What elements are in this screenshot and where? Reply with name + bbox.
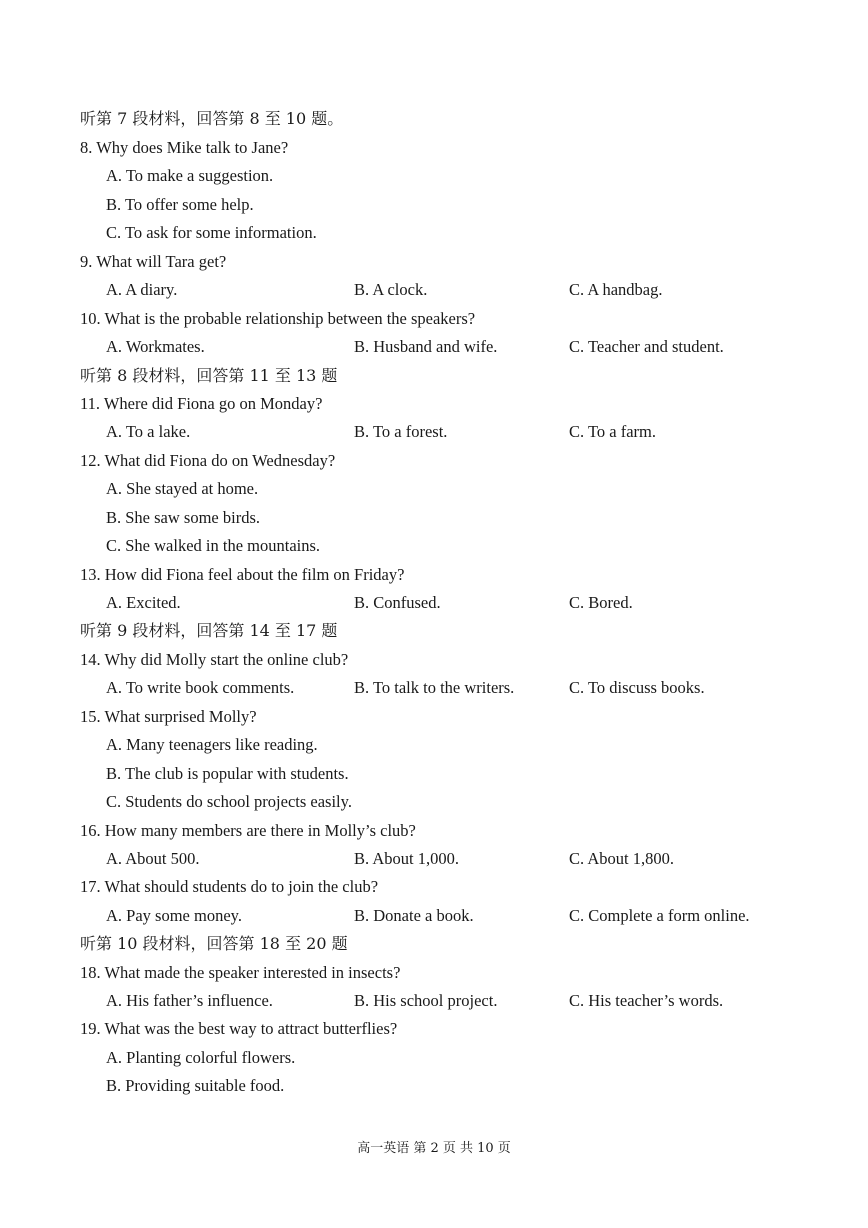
question-11-option-b: B. To a forest. bbox=[354, 422, 448, 441]
question-16-options bbox=[0, 845, 868, 873]
question-9-option-b: B. A clock. bbox=[354, 280, 428, 299]
question-17-options bbox=[0, 902, 868, 930]
section-heading-8: 听第 8 段材料，回答第 11 至 13 题 bbox=[80, 366, 338, 385]
question-15-option-a: A. Many teenagers like reading. bbox=[106, 735, 318, 754]
question-11: 11. Where did Fiona go on Monday? bbox=[80, 394, 323, 413]
question-12-option-b: B. She saw some birds. bbox=[106, 508, 260, 527]
section-heading-7: 听第 7 段材料，回答第 8 至 10 题。 bbox=[80, 109, 344, 128]
question-12-option-a: A. She stayed at home. bbox=[106, 479, 259, 498]
question-10-option-a: A. Workmates. bbox=[106, 337, 205, 356]
section-heading-10: 听第 10 段材料，回答第 18 至 20 题 bbox=[80, 934, 348, 953]
question-13-option-b: B. Confused. bbox=[354, 593, 441, 612]
question-10: 10. What is the probable relationship between the speakers? bbox=[80, 309, 476, 328]
question-8-option-a: A. To make a suggestion. bbox=[106, 166, 274, 185]
question-18-option-c: C. His teacher’s words. bbox=[569, 991, 724, 1010]
question-18-option-b: B. His school project. bbox=[354, 991, 498, 1010]
question-13-options bbox=[0, 589, 868, 617]
question-12-option-c: C. She walked in the mountains. bbox=[106, 536, 321, 555]
question-10-option-c: C. Teacher and student. bbox=[569, 337, 724, 356]
question-10-options bbox=[0, 333, 868, 361]
page-footer: 高一英语 第 2 页 共 10 页 bbox=[357, 1141, 511, 1156]
question-16-option-c: C. About 1,800. bbox=[569, 849, 674, 868]
question-16-option-a: A. About 500. bbox=[106, 849, 200, 868]
question-13-option-a: A. Excited. bbox=[106, 593, 181, 612]
question-15-option-c: C. Students do school projects easily. bbox=[106, 792, 352, 811]
question-19-option-a: A. Planting colorful flowers. bbox=[106, 1048, 296, 1067]
question-9-option-a: A. A diary. bbox=[106, 280, 178, 299]
question-18-option-a: A. His father’s influence. bbox=[106, 991, 273, 1010]
question-18-options bbox=[0, 987, 868, 1015]
question-9-option-c: C. A handbag. bbox=[569, 280, 663, 299]
question-14: 14. Why did Molly start the online club? bbox=[80, 650, 349, 669]
question-11-options bbox=[0, 418, 868, 446]
question-11-option-a: A. To a lake. bbox=[106, 422, 191, 441]
question-14-options bbox=[0, 674, 868, 702]
question-17-option-a: A. Pay some money. bbox=[106, 906, 242, 925]
question-9-options bbox=[0, 276, 868, 304]
question-8-option-c: C. To ask for some information. bbox=[106, 223, 317, 242]
question-16-option-b: B. About 1,000. bbox=[354, 849, 459, 868]
question-15: 15. What surprised Molly? bbox=[80, 707, 257, 726]
question-16: 16. How many members are there in Molly’s club? bbox=[80, 821, 416, 840]
question-17-option-b: B. Donate a book. bbox=[354, 906, 474, 925]
question-19-option-b: B. Providing suitable food. bbox=[106, 1076, 285, 1095]
question-8-option-b: B. To offer some help. bbox=[106, 195, 254, 214]
question-11-option-c: C. To a farm. bbox=[569, 422, 656, 441]
question-17-option-c: C. Complete a form online. bbox=[569, 906, 750, 925]
section-heading-9: 听第 9 段材料，回答第 14 至 17 题 bbox=[80, 621, 338, 640]
question-14-option-b: B. To talk to the writers. bbox=[354, 678, 515, 697]
question-18: 18. What made the speaker interested in insects? bbox=[80, 963, 401, 982]
question-19: 19. What was the best way to attract butterflies? bbox=[80, 1019, 398, 1038]
question-12: 12. What did Fiona do on Wednesday? bbox=[80, 451, 336, 470]
question-17: 17. What should students do to join the club? bbox=[80, 877, 379, 896]
question-14-option-c: C. To discuss books. bbox=[569, 678, 705, 697]
question-10-option-b: B. Husband and wife. bbox=[354, 337, 498, 356]
question-14-option-a: A. To write book comments. bbox=[106, 678, 295, 697]
question-13-option-c: C. Bored. bbox=[569, 593, 633, 612]
question-13: 13. How did Fiona feel about the film on Friday? bbox=[80, 565, 405, 584]
question-15-option-b: B. The club is popular with students. bbox=[106, 764, 349, 783]
question-9: 9. What will Tara get? bbox=[80, 252, 227, 271]
question-8: 8. Why does Mike talk to Jane? bbox=[80, 138, 289, 157]
